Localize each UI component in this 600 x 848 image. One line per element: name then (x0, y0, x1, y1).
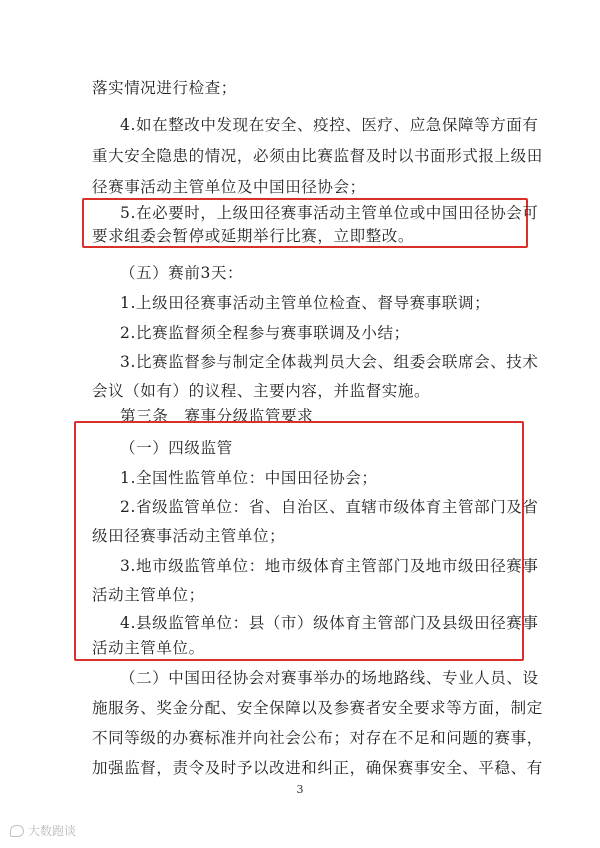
text-line: 加强监督，责令及时予以改进和纠正，确保赛事安全、平稳、有 (92, 759, 543, 777)
text-line: 不同等级的办赛标准并向社会公布；对存在不足和问题的赛事， (92, 729, 543, 747)
article-heading: 第三条 赛事分级监管要求 (120, 407, 314, 425)
text-line: 会议（如有）的议程、主要内容，并监督实施。 (92, 382, 431, 400)
text-line: 3.地市级监管单位：地市级体育主管部门及地市级田径赛事 (120, 557, 539, 575)
watermark-text: 大数跑谈 (28, 824, 77, 838)
text-line: 2.比赛监督须全程参与赛事联调及小结； (120, 324, 410, 342)
text-line: 级田径赛事活动主管单位； (92, 527, 286, 545)
text-line: 活动主管单位； (92, 586, 205, 604)
text-line: 落实情况进行检查； (92, 79, 237, 97)
text-line: 4.县级监管单位：县（市）级体育主管部门及县级田径赛事 (120, 614, 539, 632)
section-heading: （五）赛前3天： (120, 264, 244, 282)
text-line: 3.比赛监督参与制定全体裁判员大会、组委会联席会、技术 (120, 353, 539, 371)
text-line: 施服务、奖金分配、安全保障以及参赛者安全要求等方面，制定 (92, 699, 543, 717)
text-line: 4.如在整改中发现在安全、疫控、医疗、应急保障等方面有 (120, 116, 539, 134)
text-line: 径赛事活动主管单位及中国田径协会； (92, 178, 366, 196)
watermark (10, 822, 76, 839)
page-number: 3 (296, 783, 304, 796)
chat-bubble-icon (10, 825, 24, 837)
text-line: 活动主管单位。 (92, 639, 205, 657)
text-line: 2.省级监管单位：省、自治区、直辖市级体育主管部门及省 (120, 498, 539, 516)
text-line: 5.在必要时，上级田径赛事活动主管单位或中国田径协会可 (120, 204, 539, 222)
text-line: 重大安全隐患的情况，必须由比赛监督及时以书面形式报上级田 (92, 147, 543, 165)
section-heading: （一）四级监管 (120, 439, 233, 457)
text-line: 要求组委会暂停或延期举行比赛，立即整改。 (92, 227, 415, 245)
text-line: 1.全国性监管单位：中国田径协会； (120, 469, 378, 487)
text-line: （二）中国田径协会对赛事举办的场地路线、专业人员、设 (120, 669, 539, 687)
text-line: 1.上级田径赛事活动主管单位检查、督导赛事联调； (120, 294, 491, 312)
